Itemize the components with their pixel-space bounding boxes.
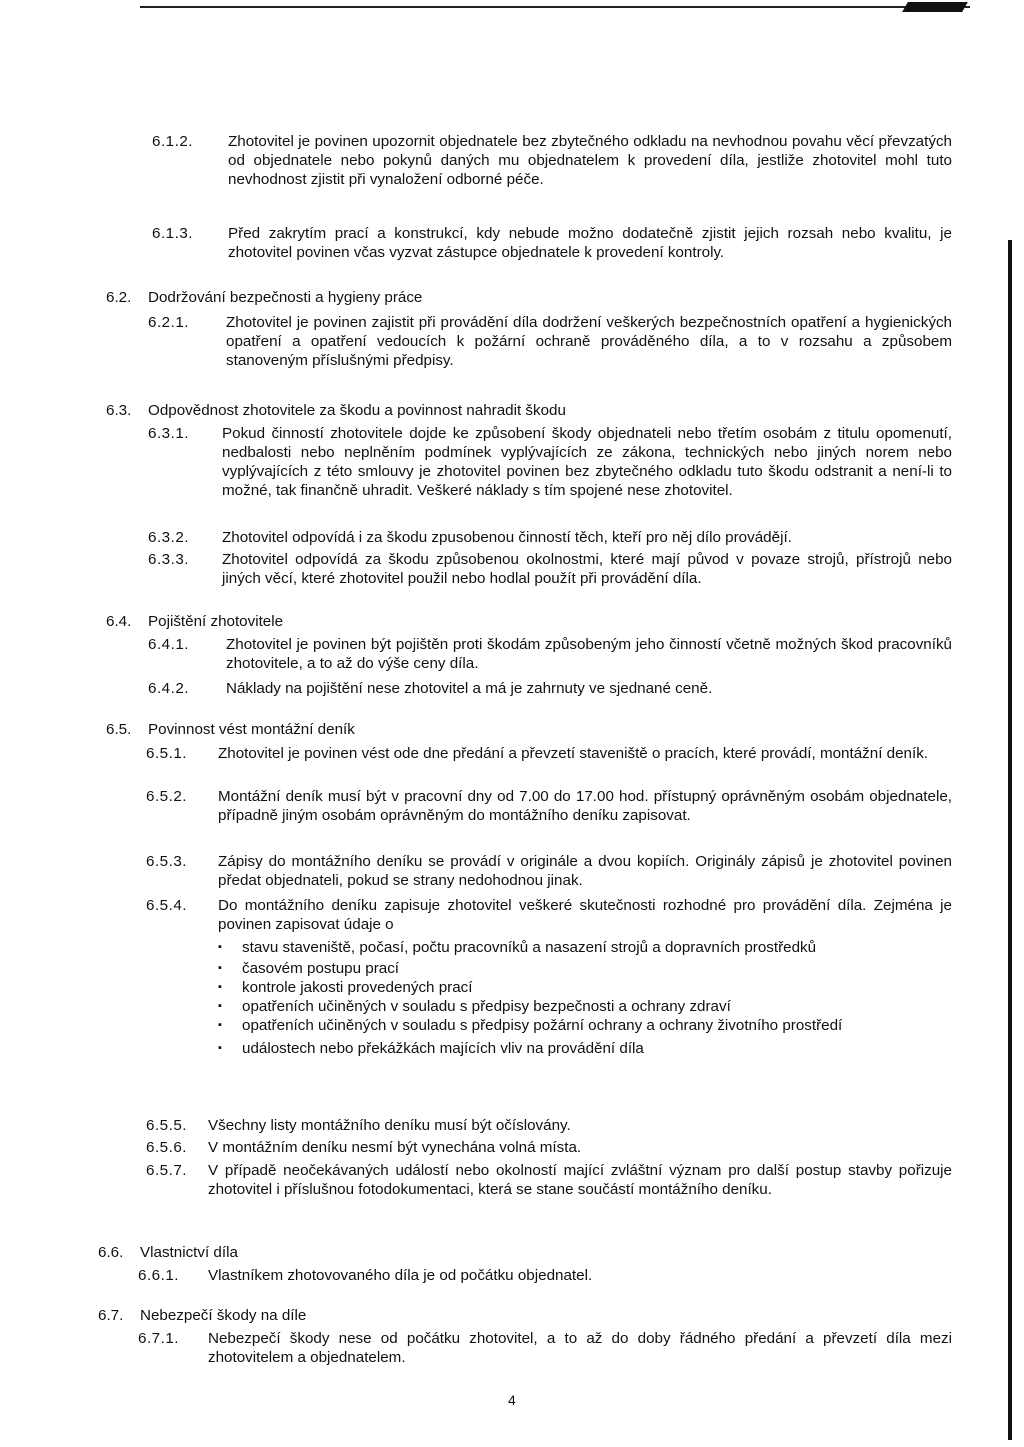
clause-text: Nebezpečí škody nese od počátku zhotovitel, a to až do doby řádného předání a převzetí díla mezi zhotovitelem a objednatelem. bbox=[208, 1330, 952, 1366]
clause-text: Zhotovitel je povinen upozornit objednatele bez zbytečného odkladu na nevhodnou povahu věcí převzatých od objednatele nebo pokynů daných mu objednatelem k provedení díla, jestliže zhotovitel mohl tuto nevhodnost zjistit při vynaložení odborné péče. bbox=[228, 133, 952, 188]
clause-6-1-3 bbox=[152, 224, 952, 262]
clause-number: 6.6.1. bbox=[138, 1267, 179, 1284]
clause-text: Zhotovitel je povinen být pojištěn proti škodám způsobeným jeho činností včetně možných škod pracovníků zhotovitele, a to až do výše ceny díla. bbox=[226, 636, 952, 672]
section-heading-6-3 bbox=[106, 401, 566, 420]
clause-text: Všechny listy montážního deníku musí být očíslovány. bbox=[208, 1117, 571, 1134]
clause-text: V montážním deníku nesmí být vynechána volná místa. bbox=[208, 1139, 582, 1156]
section-title: Pojištění zhotovitele bbox=[148, 613, 284, 630]
clause-body bbox=[218, 896, 952, 1058]
clause-text: Montážní deník musí být v pracovní dny od 7.00 do 17.00 hod. přístupný oprávněným osobám objednatele, případně jiným osobám oprávněným do montážního deníku zapisovat. bbox=[218, 788, 952, 824]
clause-text: Náklady na pojištění nese zhotovitel a má je zahrnuty ve sjednané ceně. bbox=[226, 680, 713, 697]
clause-6-5-4 bbox=[146, 896, 952, 1058]
clause-number: 6.5.3. bbox=[146, 853, 187, 870]
clause-6-4-1 bbox=[148, 635, 952, 673]
clause-6-4-2 bbox=[148, 679, 952, 698]
clause-text: Zápisy do montážního deníku se provádí v originále a dvou kopiích. Originály zápisů je zhotovitel povinen předat objednateli, pokud se strany nedohodnou jinak. bbox=[218, 853, 952, 889]
clause-text: Pokud činností zhotovitele dojde ke způsobení škody objednateli nebo třetím osobám z titulu opomenutí, nedbalosti nebo neplněním podmínek vyplývajících ze zákona, technických nebo jiných norem nebo vyplývajících z této smlouvy je zhotovitel povinen bez zbytečného odkladu tuto škodu odstranit a není-li to možné, tak finančně uhradit. Veškeré náklady s tím spojené nese zhotovitel. bbox=[222, 425, 952, 499]
clause-number: 6.3.2. bbox=[148, 529, 189, 546]
clause-number: 6.3.3. bbox=[148, 551, 189, 568]
clause-text: Zhotovitel odpovídá i za škodu zpusobenou činností těch, kteří pro něj dílo provádějí. bbox=[222, 529, 792, 546]
clause-6-2-1 bbox=[148, 313, 952, 370]
section-number: 6.2. bbox=[106, 289, 132, 306]
clause-6-5-1 bbox=[146, 744, 952, 763]
list-item: ▪ časovém postupu prací bbox=[218, 959, 952, 978]
page-number: 4 bbox=[508, 1392, 516, 1408]
clause-number: 6.1.2. bbox=[152, 133, 193, 150]
clause-number: 6.2.1. bbox=[148, 314, 189, 331]
clause-text: Zhotovitel je povinen zajistit při provádění díla dodržení veškerých bezpečnostních opatření a hygienických opatření a opatření vedoucích k požární ochraně prováděného díla, a to v rozsahu a způsobem stanoveným příslušnými předpisy. bbox=[226, 314, 952, 369]
section-title: Nebezpečí škody na díle bbox=[140, 1307, 307, 1324]
clause-6-5-5 bbox=[146, 1116, 952, 1135]
clause-number: 6.7.1. bbox=[138, 1330, 179, 1347]
section-title: Povinnost vést montážní deník bbox=[148, 721, 355, 738]
section-number: 6.6. bbox=[98, 1244, 124, 1261]
clause-number: 6.4.2. bbox=[148, 680, 189, 697]
section-heading-6-5 bbox=[106, 720, 355, 739]
clause-text: Do montážního deníku zapisuje zhotovitel veškeré skutečnosti rozhodné pro provádění díla. Zejména je povinen zapisovat údaje o bbox=[218, 897, 952, 933]
section-heading-6-6 bbox=[98, 1243, 238, 1262]
record-items-list bbox=[218, 938, 952, 1058]
clause-text: Zhotovitel odpovídá za škodu způsobenou okolnostmi, které mají původ v povaze strojů, přístrojů nebo jiných věcí, které zhotovitel použil nebo hodlal použít při provádění díla. bbox=[222, 551, 952, 587]
section-number: 6.5. bbox=[106, 721, 132, 738]
clause-6-5-3 bbox=[146, 852, 952, 890]
clause-6-5-6 bbox=[146, 1138, 952, 1157]
section-title: Dodržování bezpečnosti a hygieny práce bbox=[148, 289, 423, 306]
clause-number: 6.4.1. bbox=[148, 636, 189, 653]
clause-text: Vlastníkem zhotovovaného díla je od počátku objednatel. bbox=[208, 1267, 593, 1284]
clause-text: Zhotovitel je povinen vést ode dne předání a převzetí staveniště o pracích, které provádí, montážní deník. bbox=[218, 745, 929, 762]
clause-number: 6.3.1. bbox=[148, 425, 189, 442]
clause-6-5-2 bbox=[146, 787, 952, 825]
section-number: 6.3. bbox=[106, 402, 132, 419]
clause-number: 6.5.2. bbox=[146, 788, 187, 805]
clause-number: 6.5.6. bbox=[146, 1139, 187, 1156]
clause-6-7-1 bbox=[138, 1329, 952, 1367]
clause-6-3-1 bbox=[148, 424, 952, 500]
section-number: 6.7. bbox=[98, 1307, 124, 1324]
clause-number: 6.5.4. bbox=[146, 897, 187, 914]
section-heading-6-2 bbox=[106, 288, 422, 307]
clause-6-3-2 bbox=[148, 528, 952, 547]
clause-number: 6.5.5. bbox=[146, 1117, 187, 1134]
list-item: ▪ opatřeních učiněných v souladu s předpisy bezpečnosti a ochrany zdraví bbox=[218, 997, 952, 1016]
list-item: ▪ událostech nebo překážkách majících vliv na provádění díla bbox=[218, 1039, 952, 1058]
list-item: ▪ opatřeních učiněných v souladu s předpisy požární ochrany a ochrany životního prostředí bbox=[218, 1016, 952, 1035]
clause-text: Před zakrytím prací a konstrukcí, kdy nebude možno dodatečně zjistit jejich rozsah nebo kvalitu, je zhotovitel povinen včas vyzvat zástupce objednatele k provedení kontroly. bbox=[228, 225, 952, 261]
section-title: Odpovědnost zhotovitele za škodu a povinnost nahradit škodu bbox=[148, 402, 566, 419]
list-item: ▪ kontrole jakosti provedených prací bbox=[218, 978, 952, 997]
clause-6-6-1 bbox=[138, 1266, 952, 1285]
clause-6-3-3 bbox=[148, 550, 952, 588]
section-title: Vlastnictví díla bbox=[140, 1244, 238, 1261]
clause-6-5-7 bbox=[146, 1161, 952, 1199]
clause-number: 6.1.3. bbox=[152, 225, 193, 242]
clause-text: V případě neočekávaných událostí nebo okolností mající zvláštní význam pro další postup stavby pořizuje zhotovitel i příslušnou fotodokumentaci, která se stane součástí montážního deníku. bbox=[208, 1162, 952, 1198]
clause-number: 6.5.1. bbox=[146, 745, 187, 762]
section-heading-6-7 bbox=[98, 1306, 306, 1325]
clause-number: 6.5.7. bbox=[146, 1162, 187, 1179]
section-number: 6.4. bbox=[106, 613, 132, 630]
list-item: ▪ stavu staveniště, počasí, počtu pracovníků a nasazení strojů a dopravních prostředků bbox=[218, 938, 952, 957]
clause-6-1-2 bbox=[152, 132, 952, 189]
section-heading-6-4 bbox=[106, 612, 283, 631]
